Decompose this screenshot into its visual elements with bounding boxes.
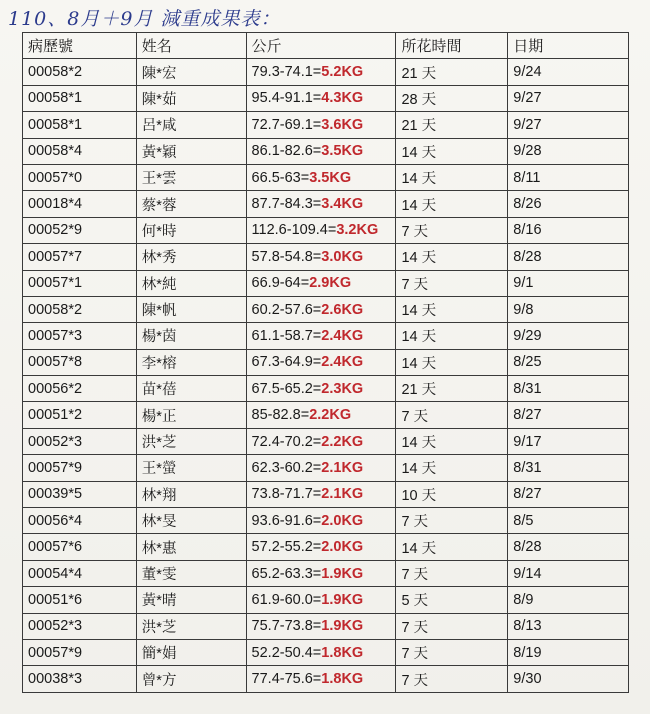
time-spent-cell: 14 天 — [396, 164, 508, 190]
weight-range: 66.9-64= — [251, 275, 310, 292]
name-cell: 蔡*蓉 — [136, 191, 246, 217]
record-number-cell: 00054*4 — [23, 560, 137, 586]
table-row — [23, 59, 629, 85]
name-cell: 呂*咸 — [136, 112, 246, 138]
kilograms-cell — [246, 455, 396, 481]
kilograms-cell — [246, 296, 396, 322]
record-number-cell: 00057*9 — [23, 455, 137, 481]
record-number-cell: 00018*4 — [23, 191, 137, 217]
date-cell: 9/30 — [508, 666, 629, 692]
time-spent-cell: 21 天 — [396, 112, 508, 138]
time-spent-cell: 14 天 — [396, 428, 508, 454]
time-spent-cell: 21 天 — [396, 376, 508, 402]
table-row — [23, 296, 629, 322]
header-row — [23, 33, 629, 59]
kilograms-cell — [246, 164, 396, 190]
weight-loss-value: 2.6KG — [321, 301, 364, 318]
time-spent-cell: 7 天 — [396, 666, 508, 692]
weight-range: 72.7-69.1= — [251, 116, 322, 133]
date-cell: 8/31 — [508, 376, 629, 402]
table-row — [23, 244, 629, 270]
date-cell: 8/5 — [508, 508, 629, 534]
date-cell: 8/16 — [508, 217, 629, 243]
weight-loss-table — [22, 32, 629, 693]
record-number-cell: 00058*2 — [23, 59, 137, 85]
name-cell: 何*時 — [136, 217, 246, 243]
kilograms-cell — [246, 376, 396, 402]
date-cell: 8/9 — [508, 587, 629, 613]
weight-range: 65.2-63.3= — [251, 565, 322, 582]
name-cell: 董*雯 — [136, 560, 246, 586]
kilograms-cell — [246, 85, 396, 111]
name-cell: 黃*晴 — [136, 587, 246, 613]
table-row — [23, 613, 629, 639]
weight-range: 75.7-73.8= — [251, 618, 322, 635]
record-number-cell: 00056*2 — [23, 376, 137, 402]
name-cell: 黃*穎 — [136, 138, 246, 164]
weight-range: 67.5-65.2= — [251, 380, 322, 397]
weight-range: 52.2-50.4= — [251, 644, 322, 661]
date-cell: 9/17 — [508, 428, 629, 454]
weight-range: 62.3-60.2= — [251, 459, 322, 476]
weight-loss-value: 1.8KG — [321, 671, 364, 688]
record-number-cell: 00051*2 — [23, 402, 137, 428]
kilograms-cell — [246, 428, 396, 454]
record-number-cell: 00052*3 — [23, 613, 137, 639]
date-cell: 9/24 — [508, 59, 629, 85]
kilograms-cell — [246, 666, 396, 692]
time-spent-cell: 7 天 — [396, 613, 508, 639]
weight-range: 60.2-57.6= — [251, 301, 322, 318]
name-cell: 洪*芝 — [136, 613, 246, 639]
time-spent-cell: 14 天 — [396, 244, 508, 270]
kilograms-cell — [246, 217, 396, 243]
weight-loss-value: 1.9KG — [321, 565, 364, 582]
kilograms-cell — [246, 323, 396, 349]
weight-range: 93.6-91.6= — [251, 512, 322, 529]
weight-loss-value: 2.3KG — [321, 380, 364, 397]
weight-range: 67.3-64.9= — [251, 354, 322, 371]
record-number-cell: 00057*0 — [23, 164, 137, 190]
kilograms-cell — [246, 112, 396, 138]
record-number-cell: 00057*1 — [23, 270, 137, 296]
name-cell: 林*秀 — [136, 244, 246, 270]
kilograms-cell — [246, 639, 396, 665]
date-cell: 8/27 — [508, 481, 629, 507]
weight-loss-value: 2.4KG — [321, 354, 364, 371]
time-spent-cell: 7 天 — [396, 217, 508, 243]
weight-loss-value: 3.0KG — [321, 248, 364, 265]
time-spent-cell: 14 天 — [396, 323, 508, 349]
header-record-number: 病歷號 — [23, 33, 137, 59]
time-spent-cell: 14 天 — [396, 455, 508, 481]
weight-range: 87.7-84.3= — [251, 196, 322, 213]
weight-range: 73.8-71.7= — [251, 486, 322, 503]
weight-loss-value: 2.4KG — [321, 327, 364, 344]
table-row — [23, 455, 629, 481]
weight-loss-value: 2.9KG — [309, 275, 352, 292]
time-spent-cell: 7 天 — [396, 402, 508, 428]
date-cell: 8/28 — [508, 534, 629, 560]
record-number-cell: 00058*1 — [23, 85, 137, 111]
record-number-cell: 00058*4 — [23, 138, 137, 164]
table-row — [23, 481, 629, 507]
table-row — [23, 164, 629, 190]
weight-loss-value: 2.2KG — [321, 433, 364, 450]
date-cell: 9/1 — [508, 270, 629, 296]
weight-loss-value: 4.3KG — [321, 90, 364, 107]
table-row — [23, 666, 629, 692]
table-row — [23, 85, 629, 111]
table-row — [23, 376, 629, 402]
weight-loss-value: 3.4KG — [321, 196, 364, 213]
time-spent-cell: 5 天 — [396, 587, 508, 613]
record-number-cell: 00057*3 — [23, 323, 137, 349]
name-cell: 陳*茹 — [136, 85, 246, 111]
weight-range: 85-82.8= — [251, 407, 310, 424]
weight-range: 57.8-54.8= — [251, 248, 322, 265]
weight-loss-value: 1.9KG — [321, 618, 364, 635]
weight-range: 57.2-55.2= — [251, 539, 322, 556]
date-cell: 9/27 — [508, 85, 629, 111]
time-spent-cell: 10 天 — [396, 481, 508, 507]
header-date: 日期 — [508, 33, 629, 59]
table-row — [23, 191, 629, 217]
time-spent-cell: 21 天 — [396, 59, 508, 85]
kilograms-cell — [246, 138, 396, 164]
table-row — [23, 138, 629, 164]
record-number-cell: 00058*1 — [23, 112, 137, 138]
kilograms-cell — [246, 402, 396, 428]
table-row — [23, 508, 629, 534]
date-cell: 8/28 — [508, 244, 629, 270]
name-cell: 楊*正 — [136, 402, 246, 428]
kilograms-cell — [246, 270, 396, 296]
table-row — [23, 349, 629, 375]
name-cell: 陳*帆 — [136, 296, 246, 322]
kilograms-cell — [246, 481, 396, 507]
date-cell: 8/27 — [508, 402, 629, 428]
weight-range: 66.5-63= — [251, 169, 310, 186]
time-spent-cell: 14 天 — [396, 349, 508, 375]
name-cell: 王*螢 — [136, 455, 246, 481]
page-title: 110、8月＋9月 減重成果表： — [8, 8, 281, 30]
table-row — [23, 217, 629, 243]
header-kilograms: 公斤 — [246, 33, 396, 59]
date-cell: 8/19 — [508, 639, 629, 665]
weight-loss-value: 3.2KG — [336, 222, 379, 239]
table-row — [23, 402, 629, 428]
name-cell: 洪*芝 — [136, 428, 246, 454]
time-spent-cell: 28 天 — [396, 85, 508, 111]
date-cell: 8/11 — [508, 164, 629, 190]
time-spent-cell: 7 天 — [396, 560, 508, 586]
time-spent-cell: 14 天 — [396, 534, 508, 560]
table-row — [23, 323, 629, 349]
time-spent-cell: 14 天 — [396, 191, 508, 217]
weight-loss-value: 1.8KG — [321, 644, 364, 661]
weight-range: 72.4-70.2= — [251, 433, 322, 450]
date-cell: 8/13 — [508, 613, 629, 639]
weight-range: 95.4-91.1= — [251, 90, 322, 107]
weight-loss-value: 2.1KG — [321, 486, 364, 503]
header-name: 姓名 — [136, 33, 246, 59]
kilograms-cell — [246, 59, 396, 85]
record-number-cell: 00039*5 — [23, 481, 137, 507]
name-cell: 曾*方 — [136, 666, 246, 692]
date-cell: 9/8 — [508, 296, 629, 322]
name-cell: 林*惠 — [136, 534, 246, 560]
date-cell: 8/25 — [508, 349, 629, 375]
time-spent-cell: 7 天 — [396, 639, 508, 665]
time-spent-cell: 7 天 — [396, 270, 508, 296]
kilograms-cell — [246, 560, 396, 586]
kilograms-cell — [246, 349, 396, 375]
record-number-cell: 00057*9 — [23, 639, 137, 665]
date-cell: 9/29 — [508, 323, 629, 349]
name-cell: 林*旻 — [136, 508, 246, 534]
name-cell: 苗*蓓 — [136, 376, 246, 402]
table-body — [23, 59, 629, 692]
time-spent-cell: 7 天 — [396, 508, 508, 534]
record-number-cell: 00051*6 — [23, 587, 137, 613]
name-cell: 陳*宏 — [136, 59, 246, 85]
record-number-cell: 00057*7 — [23, 244, 137, 270]
date-cell: 9/14 — [508, 560, 629, 586]
weight-loss-value: 3.5KG — [309, 169, 352, 186]
weight-loss-value: 2.1KG — [321, 459, 364, 476]
table-row — [23, 270, 629, 296]
weight-loss-value: 1.9KG — [321, 591, 364, 608]
record-number-cell: 00057*8 — [23, 349, 137, 375]
weight-range: 61.1-58.7= — [251, 327, 322, 344]
date-cell: 9/27 — [508, 112, 629, 138]
table-row — [23, 639, 629, 665]
time-spent-cell: 14 天 — [396, 138, 508, 164]
name-cell: 林*純 — [136, 270, 246, 296]
name-cell: 簡*娟 — [136, 639, 246, 665]
table-row — [23, 112, 629, 138]
table-row — [23, 428, 629, 454]
weight-range: 86.1-82.6= — [251, 143, 322, 160]
weight-range: 79.3-74.1= — [251, 64, 322, 81]
weight-range: 61.9-60.0= — [251, 591, 322, 608]
date-cell: 9/28 — [508, 138, 629, 164]
weight-loss-value: 5.2KG — [321, 64, 364, 81]
name-cell: 王*雲 — [136, 164, 246, 190]
record-number-cell: 00038*3 — [23, 666, 137, 692]
name-cell: 李*榕 — [136, 349, 246, 375]
record-number-cell: 00056*4 — [23, 508, 137, 534]
kilograms-cell — [246, 613, 396, 639]
kilograms-cell — [246, 534, 396, 560]
weight-loss-value: 2.0KG — [321, 539, 364, 556]
kilograms-cell — [246, 191, 396, 217]
table-row — [23, 587, 629, 613]
weight-loss-value: 2.0KG — [321, 512, 364, 529]
name-cell: 楊*茵 — [136, 323, 246, 349]
record-number-cell: 00058*2 — [23, 296, 137, 322]
record-number-cell: 00052*3 — [23, 428, 137, 454]
record-number-cell: 00057*6 — [23, 534, 137, 560]
weight-loss-value: 2.2KG — [309, 407, 352, 424]
record-number-cell: 00052*9 — [23, 217, 137, 243]
table-row — [23, 534, 629, 560]
kilograms-cell — [246, 508, 396, 534]
weight-range: 77.4-75.6= — [251, 671, 322, 688]
header-time-spent: 所花時間 — [396, 33, 508, 59]
kilograms-cell — [246, 244, 396, 270]
time-spent-cell: 14 天 — [396, 296, 508, 322]
date-cell: 8/26 — [508, 191, 629, 217]
name-cell: 林*翔 — [136, 481, 246, 507]
table-row — [23, 560, 629, 586]
weight-range: 112.6-109.4= — [251, 222, 337, 239]
kilograms-cell — [246, 587, 396, 613]
weight-loss-value: 3.6KG — [321, 116, 364, 133]
weight-loss-value: 3.5KG — [321, 143, 364, 160]
date-cell: 8/31 — [508, 455, 629, 481]
